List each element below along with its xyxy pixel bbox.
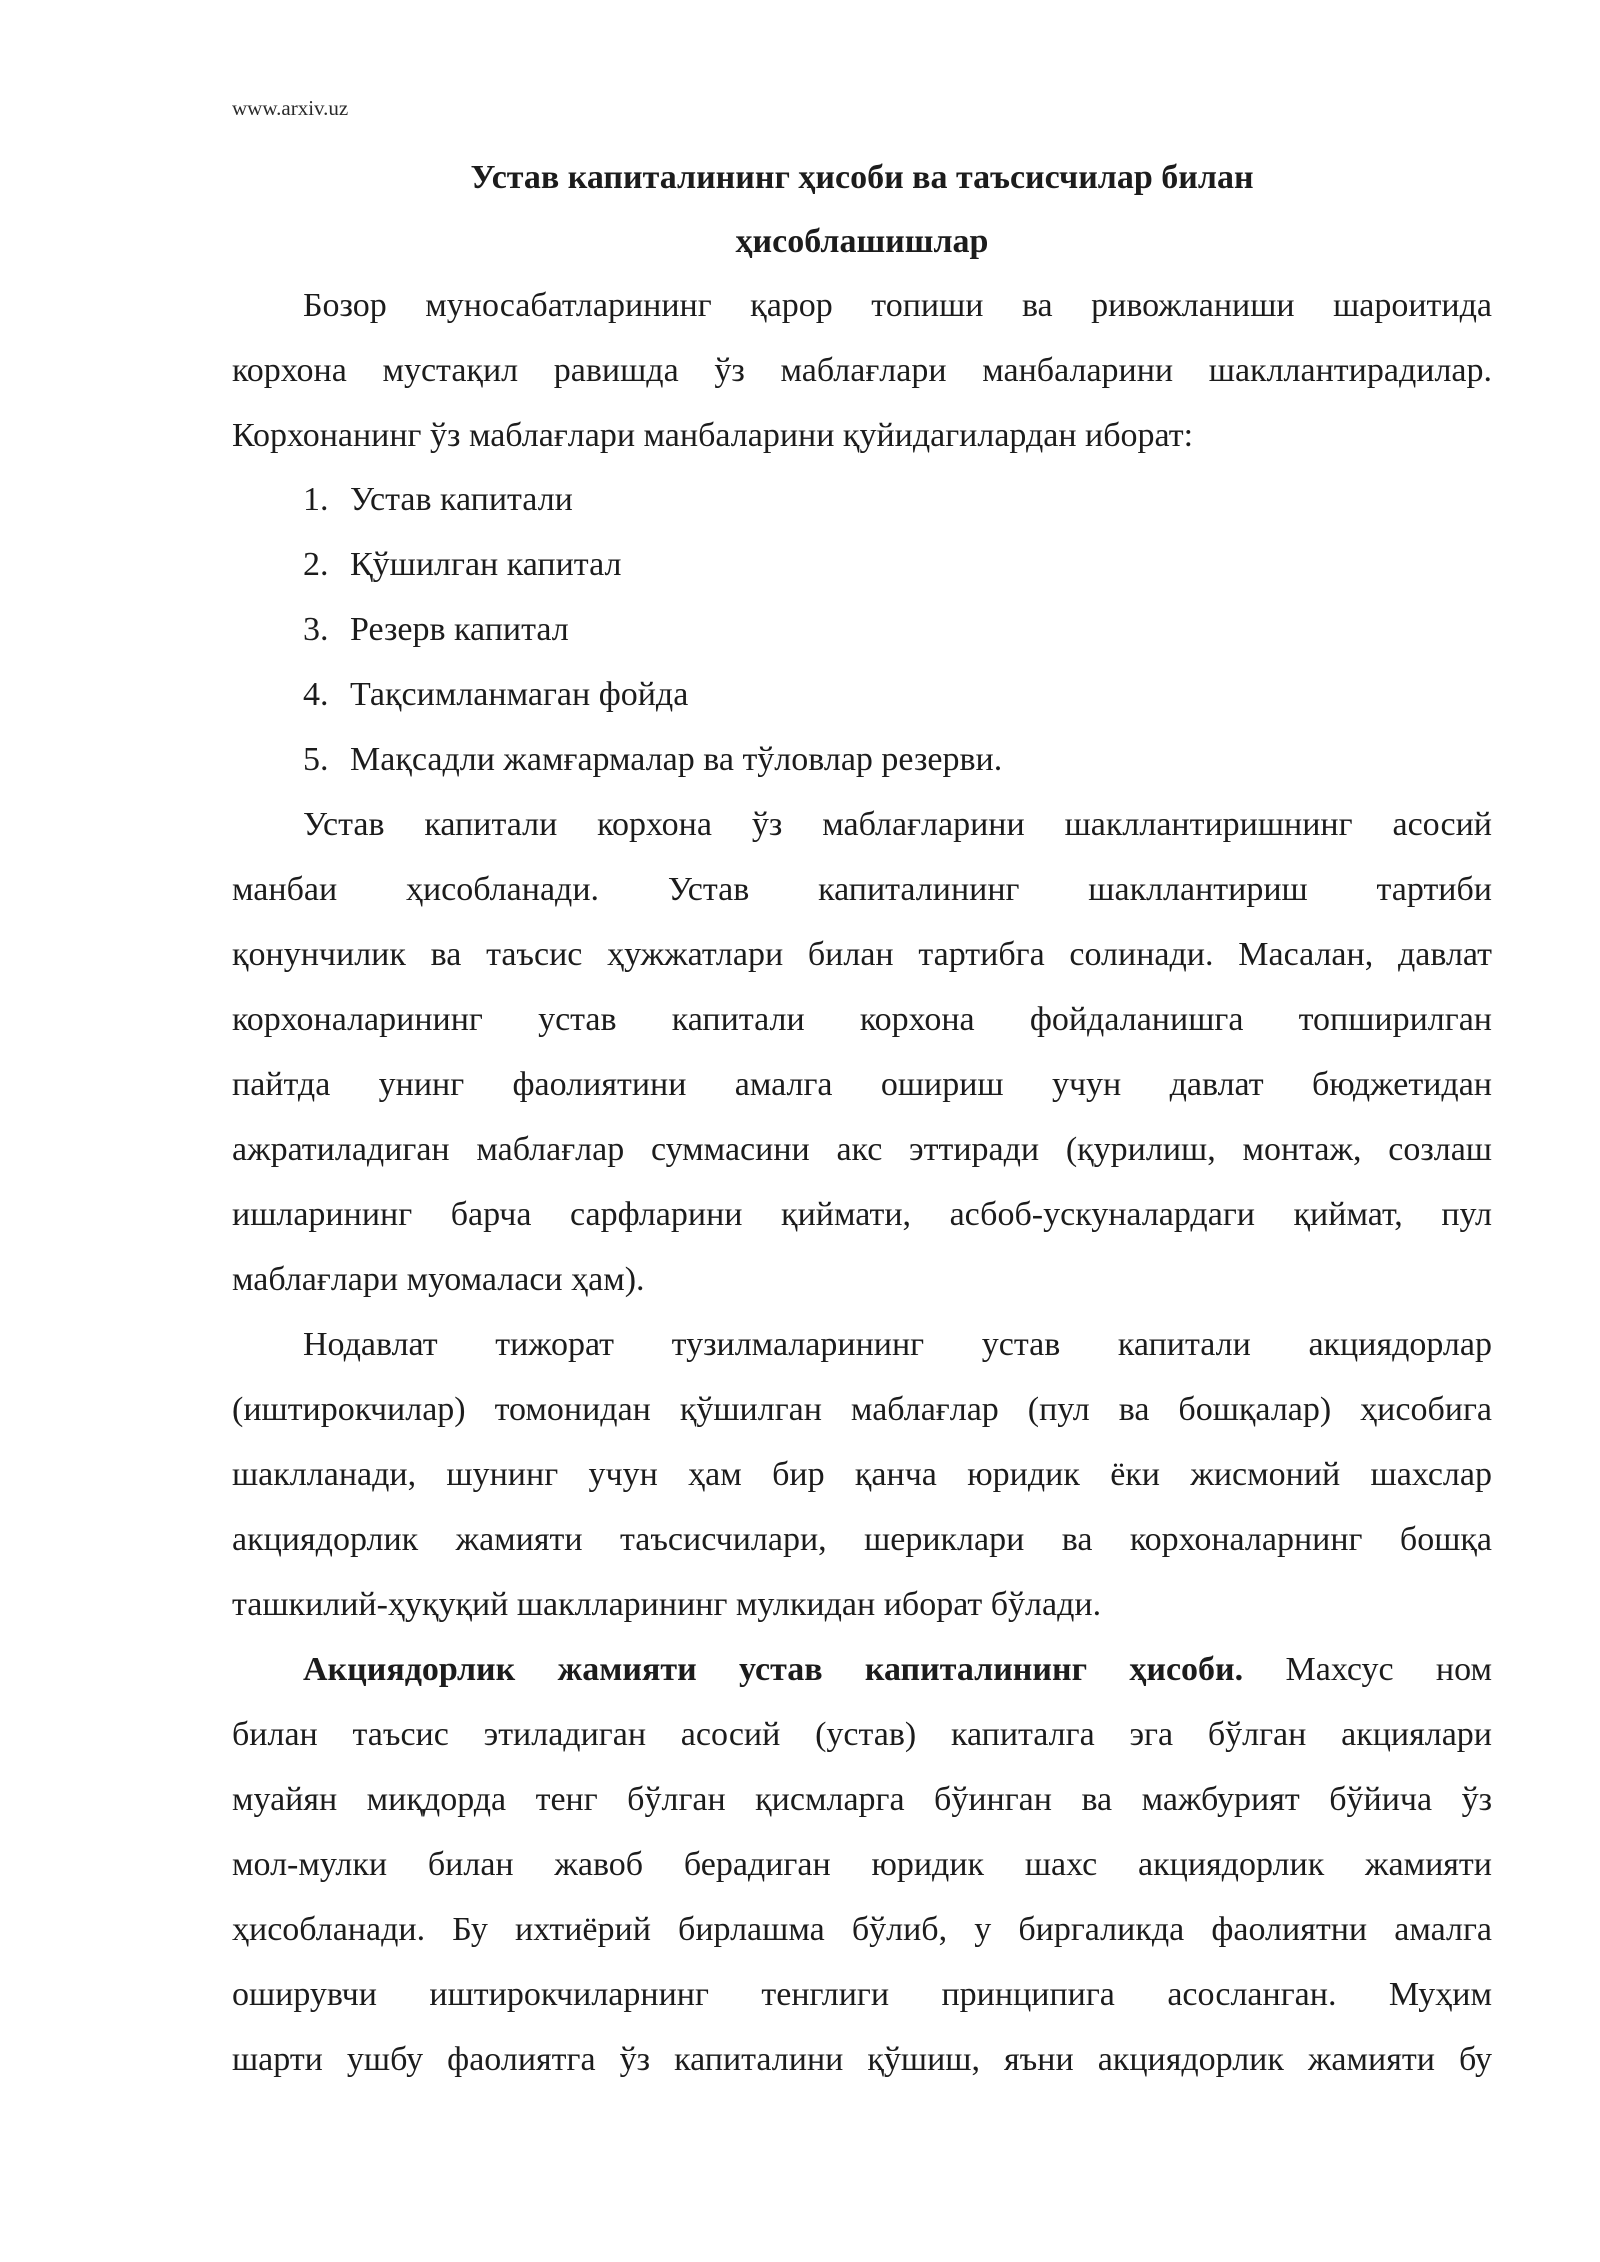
paragraph-4-line xyxy=(303,1640,1492,1700)
paragraph-4-line: оширувчи иштирокчиларнинг тенглиги принципига асосланган. Муҳим xyxy=(232,1976,1492,2013)
paragraph-2-line: маблағлари муомаласи ҳам). xyxy=(232,1261,645,1298)
list-item-number: 4. xyxy=(303,676,329,713)
list-item xyxy=(303,535,1492,595)
paragraph-2-line: манбаи ҳисобланади. Устав капиталининг шакллантириш тартиби xyxy=(232,871,1492,908)
paragraph-2-line: қонунчилик ва таъсис ҳужжатлари билан тартибга солинади. Масалан, давлат xyxy=(232,936,1492,973)
site-url: www.arxiv.uz xyxy=(232,96,349,120)
list-item-number: 2. xyxy=(303,546,329,583)
list-item xyxy=(303,470,1492,530)
paragraph-4-line: шарти ушбу фаолиятга ўз капиталини қўшиш, яъни акциядорлик жамияти бу xyxy=(232,2041,1492,2078)
paragraph-4-line: билан таъсис этиладиган асосий (устав) капиталга эга бўлган акциялари xyxy=(232,1716,1492,1753)
paragraph-2-line: ажратиладиган маблағлар суммасини акс эттиради (қурилиш, монтаж, созлаш xyxy=(232,1131,1492,1168)
paragraph-2-line: Устав капитали корхона ўз маблағларини шакллантиришнинг асосий xyxy=(303,806,1492,843)
paragraph-2-line: корхоналарининг устав капитали корхона фойдаланишга топширилган xyxy=(232,1001,1492,1038)
list-item-number: 5. xyxy=(303,741,329,778)
list-item-text: Устав капитали xyxy=(350,481,573,518)
paragraph-2-line: ишларининг барча сарфларини қиймати, асбоб-ускуналардаги қиймат, пул xyxy=(232,1196,1492,1233)
paragraph-4-line: ҳисобланади. Бу ихтиёрий бирлашма бўлиб, у биргаликда фаолиятни амалга xyxy=(232,1911,1492,1948)
paragraph-1-line: Корхонанинг ўз маблағлари манбаларини қуйидагилардан иборат: xyxy=(232,417,1194,454)
list-item xyxy=(303,730,1492,790)
document-title-line-1: Устав капиталининг ҳисоби ва таъсисчилар билан xyxy=(470,159,1254,196)
list-item-text: Мақсадли жамғармалар ва тўловлар резерви. xyxy=(350,741,1003,778)
section-heading-inline: Акциядорлик жамияти устав капиталининг ҳисоби. xyxy=(303,1651,1244,1688)
paragraph-1-line: корхона мустақил равишда ўз маблағлари манбаларини шакллантирадилар. xyxy=(232,352,1492,389)
list-item xyxy=(303,600,1492,660)
paragraph-1-line: Бозор муносабатларининг қарор топиши ва ривожланиши шароитида xyxy=(303,287,1492,324)
paragraph-3-line: (иштирокчилар) томонидан қўшилган маблағлар (пул ва бошқалар) ҳисобига xyxy=(232,1391,1492,1428)
paragraph-2-line: пайтда унинг фаолиятини амалга ошириш учун давлат бюджетидан xyxy=(232,1066,1492,1103)
list-item-text: Тақсимланмаган фойда xyxy=(350,676,689,713)
document-title-line-2: ҳисоблашишлар xyxy=(735,223,989,260)
paragraph-3-line: шаклланади, шунинг учун ҳам бир қанча юридик ёки жисмоний шахслар xyxy=(232,1456,1492,1493)
list-item-number: 3. xyxy=(303,611,329,648)
paragraph-3-line: ташкилий-ҳуқуқий шаклларининг мулкидан иборат бўлади. xyxy=(232,1586,1102,1623)
paragraph-3-line: акциядорлик жамияти таъсисчилари, шериклари ва корхоналарнинг бошқа xyxy=(232,1521,1492,1558)
paragraph-4-text: Махсус ном xyxy=(1243,1651,1492,1688)
list-item-number: 1. xyxy=(303,481,329,518)
list-item-text: Қўшилган капитал xyxy=(350,546,622,583)
list-item xyxy=(303,665,1492,725)
list-item-text: Резерв капитал xyxy=(350,611,569,648)
paragraph-4-line: муайян миқдорда тенг бўлган қисмларга бўинган ва мажбурият бўйича ўз xyxy=(232,1781,1492,1818)
paragraph-4-line: мол-мулки билан жавоб берадиган юридик шахс акциядорлик жамияти xyxy=(232,1846,1492,1883)
paragraph-3-line: Нодавлат тижорат тузилмаларининг устав капитали акциядорлар xyxy=(303,1326,1492,1363)
